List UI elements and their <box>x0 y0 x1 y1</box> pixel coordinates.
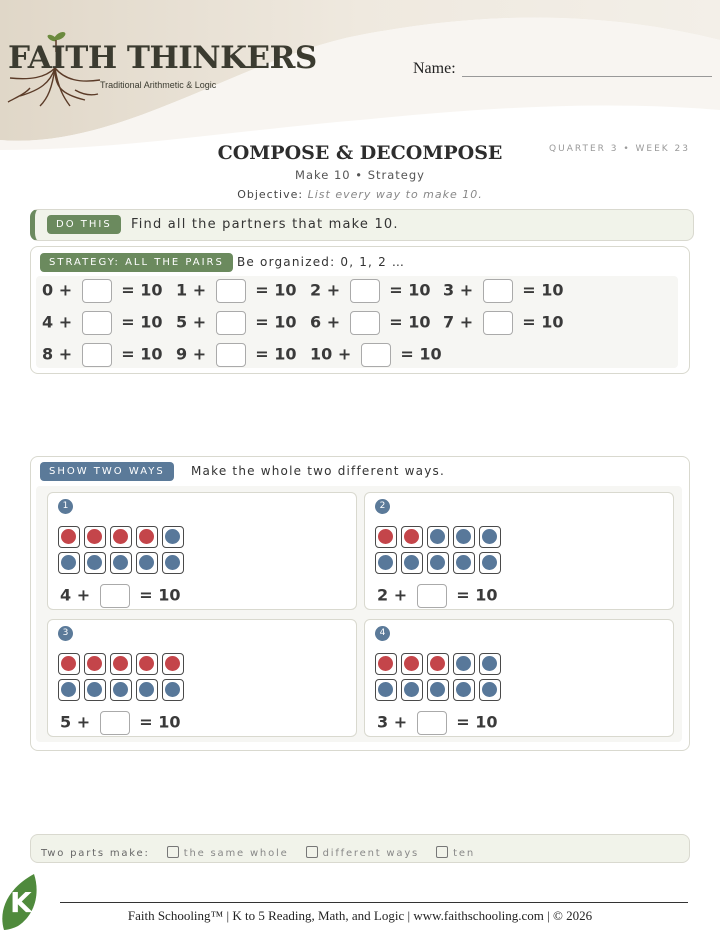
blue-counter <box>378 682 393 697</box>
blue-counter <box>113 555 128 570</box>
ten-frame-cell <box>453 552 475 574</box>
blue-counter <box>404 555 419 570</box>
blue-counter <box>482 555 497 570</box>
addend: 2 <box>310 280 322 300</box>
option-ten: ten <box>453 848 475 859</box>
card-equation: 5 + = 10 <box>60 711 181 735</box>
footer-text: Faith Schooling™ | K to 5 Reading, Math, and Logic | www.faithschooling.com | © 2026 <box>127 908 593 923</box>
addend: 10 <box>310 344 333 364</box>
total: 10 <box>475 585 498 605</box>
addend: 0 <box>42 280 54 300</box>
addend: 3 <box>377 712 389 732</box>
blue-counter <box>87 682 102 697</box>
card-equation: 3 + = 10 <box>377 711 498 735</box>
addend: 4 <box>42 312 54 332</box>
red-counter <box>404 529 419 544</box>
pair-equation: 0 + = 10 <box>42 279 163 303</box>
total: 10 <box>541 280 564 300</box>
answer-box[interactable] <box>350 311 380 335</box>
ten-frame-cell <box>110 552 132 574</box>
ten-frame-card <box>47 619 357 737</box>
card-number-badge: 2 <box>375 499 390 514</box>
blue-counter <box>61 555 76 570</box>
blue-counter <box>456 656 471 671</box>
addend: 5 <box>176 312 188 332</box>
ten-frame-cell <box>136 653 158 675</box>
ten-frame-cell <box>162 653 184 675</box>
answer-box[interactable] <box>82 279 112 303</box>
ten-frame-cell <box>453 679 475 701</box>
ten-frame-cell <box>427 526 449 548</box>
addend: 6 <box>310 312 322 332</box>
ten-frame-cell <box>427 653 449 675</box>
answer-box[interactable] <box>82 311 112 335</box>
page-subtitle: Make 10 • Strategy <box>295 168 425 182</box>
ten-frame-card <box>364 492 674 610</box>
blue-counter <box>139 682 154 697</box>
ten-frame-cell <box>58 653 80 675</box>
red-counter <box>61 529 76 544</box>
blue-counter <box>482 529 497 544</box>
red-counter <box>165 656 180 671</box>
show-two-text: Make the whole two different ways. <box>191 464 445 478</box>
total: 10 <box>408 312 431 332</box>
total: 10 <box>274 280 297 300</box>
total: 10 <box>140 280 163 300</box>
red-counter <box>430 656 445 671</box>
ten-frame-cell <box>375 653 397 675</box>
ten-frame-cell <box>479 552 501 574</box>
pair-equation: 9 + = 10 <box>176 343 297 367</box>
ten-frame-cell <box>136 526 158 548</box>
total: 10 <box>408 280 431 300</box>
blue-counter <box>430 555 445 570</box>
pair-equation: 5 + = 10 <box>176 311 297 335</box>
answer-box[interactable] <box>483 311 513 335</box>
answer-box[interactable] <box>100 711 130 735</box>
blue-counter <box>456 529 471 544</box>
ten-frame-cell <box>479 679 501 701</box>
pair-equation: 6 + = 10 <box>310 311 431 335</box>
name-line[interactable] <box>462 76 712 77</box>
ten-frame-cell <box>58 552 80 574</box>
ten-frame-cell <box>162 526 184 548</box>
checkbox-same-whole[interactable] <box>167 846 179 858</box>
red-counter <box>113 529 128 544</box>
blue-counter <box>404 682 419 697</box>
self-check-row <box>30 834 690 863</box>
blue-counter <box>456 555 471 570</box>
checkbox-ten[interactable] <box>436 846 448 858</box>
answer-box[interactable] <box>417 711 447 735</box>
blue-counter <box>139 555 154 570</box>
ten-frame-cell <box>136 552 158 574</box>
total: 10 <box>140 344 163 364</box>
ten-frame-cell <box>136 679 158 701</box>
card-number-badge: 3 <box>58 626 73 641</box>
ten-frame-cell <box>58 526 80 548</box>
do-this-box <box>30 209 694 241</box>
blue-counter <box>165 529 180 544</box>
red-counter <box>139 656 154 671</box>
ten-frame-cell <box>110 679 132 701</box>
total: 10 <box>274 312 297 332</box>
ten-frame-card <box>364 619 674 737</box>
strategy-pill: STRATEGY: ALL THE PAIRS <box>40 253 233 272</box>
addend: 7 <box>443 312 455 332</box>
addend: 8 <box>42 344 54 364</box>
addend: 2 <box>377 585 389 605</box>
red-counter <box>139 529 154 544</box>
pair-equation: 2 + = 10 <box>310 279 431 303</box>
answer-box[interactable] <box>216 279 246 303</box>
objective <box>0 188 720 201</box>
red-counter <box>378 656 393 671</box>
ten-frame-cell <box>84 526 106 548</box>
k-letter: K <box>10 886 32 919</box>
total: 10 <box>419 344 442 364</box>
ten-frame-cell <box>479 526 501 548</box>
red-counter <box>404 656 419 671</box>
card-number-badge: 4 <box>375 626 390 641</box>
blue-counter <box>378 555 393 570</box>
total: 10 <box>158 585 181 605</box>
blue-counter <box>482 656 497 671</box>
pair-equation: 8 + = 10 <box>42 343 163 367</box>
pair-equation: 3 + = 10 <box>443 279 564 303</box>
blue-counter <box>87 555 102 570</box>
blue-counter <box>165 555 180 570</box>
total: 10 <box>274 344 297 364</box>
ten-frame-cell <box>84 552 106 574</box>
addend: 5 <box>60 712 72 732</box>
pairs-equations <box>36 276 678 368</box>
name-label: Name: <box>413 60 456 77</box>
strategy-text: Be organized: 0, 1, 2 … <box>237 255 406 269</box>
quarter-week: QUARTER 3 • WEEK 23 <box>549 144 690 154</box>
ten-frame-cell <box>162 552 184 574</box>
addend: 9 <box>176 344 188 364</box>
red-counter <box>87 656 102 671</box>
ten-frame-cell <box>84 679 106 701</box>
pair-equation: 7 + = 10 <box>443 311 564 335</box>
answer-box[interactable] <box>216 343 246 367</box>
footer-rule <box>60 902 688 903</box>
brand-logo-text: FAITH THINKERS <box>8 40 317 76</box>
total: 10 <box>158 712 181 732</box>
option-different-ways: different ways <box>322 848 420 859</box>
objective-label: Objective: <box>237 188 304 201</box>
blue-counter <box>61 682 76 697</box>
pair-equation: 10 + = 10 <box>310 343 442 367</box>
ten-frame-cell <box>401 552 423 574</box>
ten-frame-cell <box>401 679 423 701</box>
self-check-label: Two parts make: <box>41 848 150 859</box>
addend: 4 <box>60 585 72 605</box>
addend: 3 <box>443 280 455 300</box>
total: 10 <box>541 312 564 332</box>
card-equation: 4 + = 10 <box>60 584 181 608</box>
page-title: COMPOSE & DECOMPOSE <box>217 142 503 164</box>
red-counter <box>61 656 76 671</box>
brand-tagline: Traditional Arithmetic & Logic <box>100 80 217 90</box>
answer-box[interactable] <box>82 343 112 367</box>
ten-frame-cell <box>479 653 501 675</box>
blue-counter <box>482 682 497 697</box>
ten-frame-cell <box>162 679 184 701</box>
total: 10 <box>140 312 163 332</box>
red-counter <box>87 529 102 544</box>
ten-frame-cell <box>453 653 475 675</box>
card-equation: 2 + = 10 <box>377 584 498 608</box>
answer-box[interactable] <box>100 584 130 608</box>
option-same-whole: the same whole <box>183 848 289 859</box>
ten-frame-cell <box>375 552 397 574</box>
blue-counter <box>430 529 445 544</box>
objective-text: List every way to make 10. <box>307 188 483 201</box>
ten-frame-cell <box>401 526 423 548</box>
ten-frame-cell <box>375 526 397 548</box>
ten-frame-cell <box>58 679 80 701</box>
answer-box[interactable] <box>361 343 391 367</box>
answer-box[interactable] <box>417 584 447 608</box>
ten-frame-cell <box>453 526 475 548</box>
card-number-badge: 1 <box>58 499 73 514</box>
checkbox-different-ways[interactable] <box>306 846 318 858</box>
addend: 1 <box>176 280 188 300</box>
blue-counter <box>113 682 128 697</box>
blue-counter <box>165 682 180 697</box>
ten-frame-cell <box>427 679 449 701</box>
answer-box[interactable] <box>216 311 246 335</box>
red-counter <box>378 529 393 544</box>
ten-frame-cell <box>84 653 106 675</box>
ten-frame-card <box>47 492 357 610</box>
do-this-pill: DO THIS <box>47 215 121 234</box>
blue-counter <box>430 682 445 697</box>
pair-equation: 4 + = 10 <box>42 311 163 335</box>
ten-frame-cell <box>110 526 132 548</box>
answer-box[interactable] <box>483 279 513 303</box>
ten-frame-cell <box>427 552 449 574</box>
blue-counter <box>456 682 471 697</box>
ten-frame-cell <box>375 679 397 701</box>
pair-equation: 1 + = 10 <box>176 279 297 303</box>
ten-frame-cell <box>110 653 132 675</box>
total: 10 <box>475 712 498 732</box>
ten-frame-cell <box>401 653 423 675</box>
red-counter <box>113 656 128 671</box>
show-two-pill: SHOW TWO WAYS <box>40 462 174 481</box>
do-this-text: Find all the partners that make 10. <box>131 217 399 232</box>
answer-box[interactable] <box>350 279 380 303</box>
